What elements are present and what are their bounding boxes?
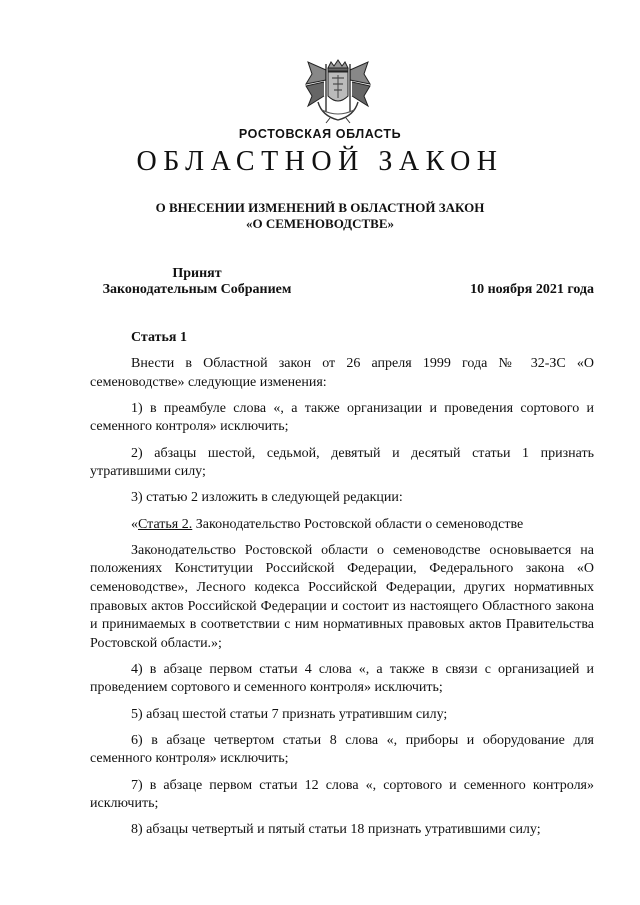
adoption-line-2: Законодательным Собранием <box>102 282 292 297</box>
article-item: 5) абзац шестой статьи 7 признать утратившим силу; <box>131 706 448 722</box>
article-paragraph: 2) абзацы шестой, седьмой, девятый и десятый статьи 1 признать утратившими силу; <box>90 445 594 480</box>
article-body <box>90 355 594 848</box>
article-paragraph: 3) статью 2 изложить в следующей редакции: <box>131 490 403 506</box>
article-paragraph: 1) в преамбуле слова «, а также организации и проведения сортового и семенного контроля» исключить; <box>90 400 594 435</box>
adoption-date: 10 ноября 2021 года <box>470 282 594 297</box>
adoption-line-1: Принят <box>172 266 222 281</box>
law-subject-line-2: «О СЕМЕНОВОДСТВЕ» <box>245 216 395 231</box>
law-subject <box>0 200 640 232</box>
quoted-paragraph: Законодательство Ростовской области о семеноводстве основывается на положениях Конституции Российской Федерации, Федерального закона «О семеноводстве», Лесного кодекса Российской Федерации, других нормативных правовых актов Российской Федерации и состоит из настоящего Областного закона и принимаемых в соответствии с ним нормативных правовых актов Правительства Ростовской области.»; <box>90 542 594 651</box>
article-2-link[interactable]: Статья 2. <box>138 516 193 532</box>
article-item: 6) в абзаце четвертом статьи 8 слова «, приборы и оборудование для семенного контроля» исключить; <box>90 732 594 767</box>
article-heading: Статья 1 <box>131 330 187 345</box>
law-subject-line-1: О ВНЕСЕНИИ ИЗМЕНЕНИЙ В ОБЛАСТНОЙ ЗАКОН <box>155 200 485 215</box>
rostov-oblast-coat-of-arms-icon <box>302 58 374 124</box>
article-item: 7) в абзаце первом статьи 12 слова «, сортового и семенного контроля» исключить; <box>90 777 594 812</box>
quoted-heading-text: Законодательство Ростовской области о семеноводстве <box>192 516 524 532</box>
quote-open: « <box>131 516 138 532</box>
region-name: РОСТОВСКАЯ ОБЛАСТЬ <box>238 127 402 141</box>
law-title: ОБЛАСТНОЙ ЗАКОН <box>136 146 504 177</box>
article-item: 4) в абзаце первом статьи 4 слова «, а также в связи с организацией и проведением сортового и семенного контроля» исключить; <box>90 661 594 696</box>
article-item: 8) абзацы четвертый и пятый статьи 18 признать утратившими силу; <box>131 822 541 838</box>
article-paragraph: Внести в Областной закон от 26 апреля 1999 года № 32-ЗС «О семеноводстве» следующие изменения: <box>90 356 594 390</box>
adoption-authority <box>92 266 302 298</box>
quoted-article-heading <box>90 516 594 535</box>
